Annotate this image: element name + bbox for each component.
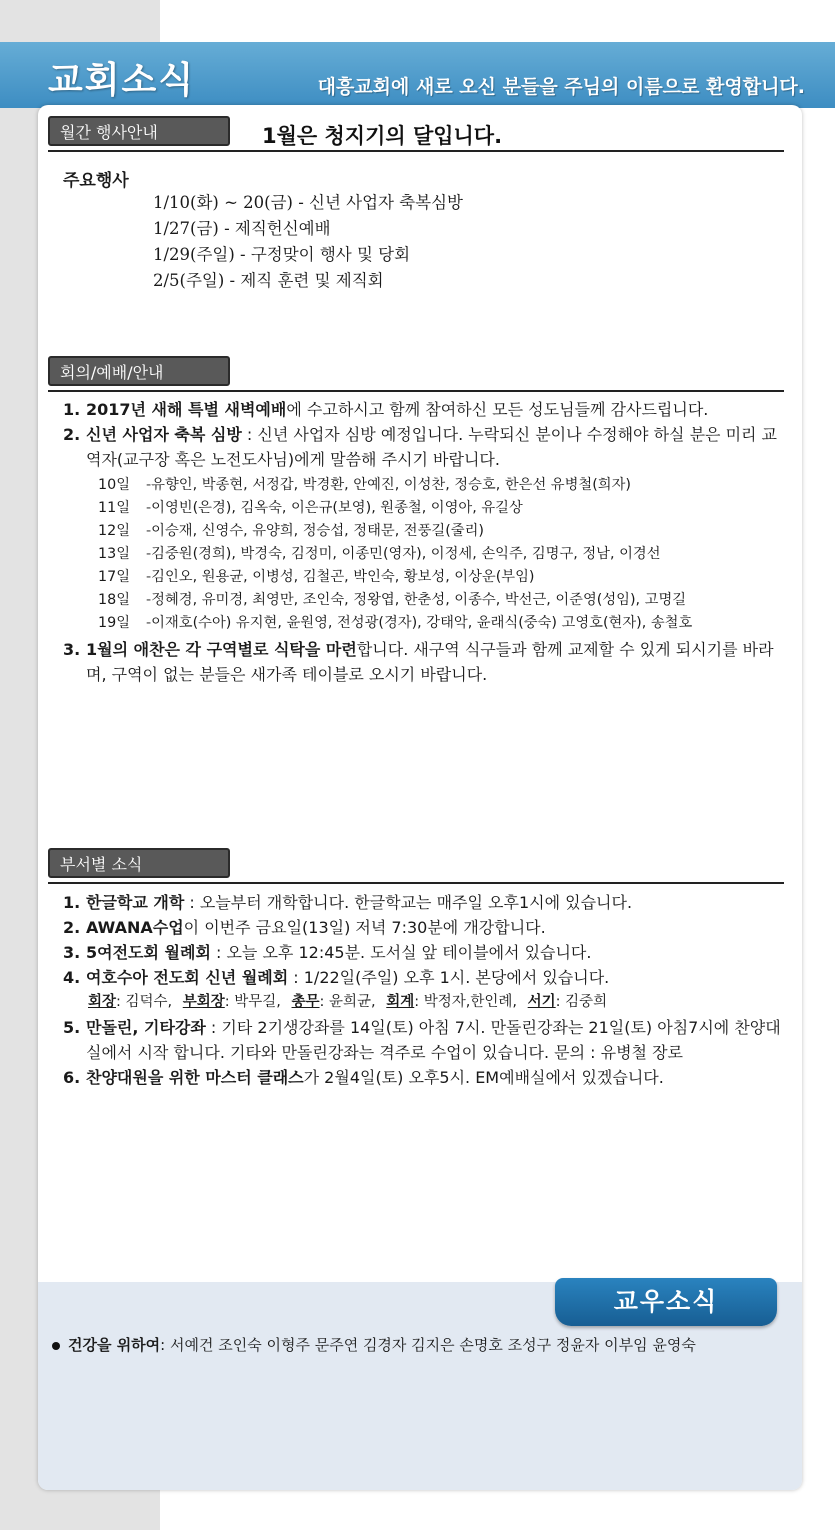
schedule-row: 17일 -김인오, 원용균, 이병성, 김철곤, 박인숙, 황보성, 이상운(부임)	[98, 566, 788, 589]
notice-text: : 오늘 오후 12:45분. 도서실 앞 테이블에서 있습니다.	[210, 943, 592, 962]
section-label-monthly: 월간 행사안내	[48, 116, 230, 146]
welcome-subtitle: 대흥교회에 새로 오신 분들을 주님의 이름으로 환영합니다.	[317, 76, 805, 98]
event-list	[153, 190, 463, 294]
event-item: 1/10(화) ~ 20(금) - 신년 사업자 축복심방	[153, 193, 463, 212]
alumni-news-badge: 교우소식	[555, 1278, 777, 1326]
notice-number: 3.	[63, 640, 81, 659]
notice-bold: 여호수아 전도회 신년 월례회	[86, 968, 289, 987]
notice-item	[63, 397, 788, 422]
notice-bold: 2017년 새해 특별 새벽예배	[86, 400, 287, 419]
event-item: 2/5(주일) - 제직 훈련 및 제직회	[153, 271, 384, 290]
notice-text: 에 수고하시고 함께 참여하신 모든 성도님들께 감사드립니다.	[286, 400, 709, 419]
schedule-row: 19일 -이재호(수아) 유지현, 윤원영, 전성광(경자), 강태악, 윤래식(중숙) 고영호(현자), 송철호	[98, 612, 788, 635]
notice-item	[63, 890, 788, 915]
page-title: 교회소식	[48, 60, 196, 101]
notice-text: : 1/22일(주일) 오후 1시. 본당에서 있습니다.	[288, 968, 610, 987]
schedule-names: 정혜경, 유미경, 최영만, 조인숙, 정왕엽, 한춘성, 이종수, 박선근, 이준영(성임), 고명길	[151, 592, 687, 608]
officers-line	[86, 990, 788, 1015]
notice-bold: 1월의 애찬은 각 구역별로 식탁을 마련	[86, 640, 357, 659]
schedule-day: 18일	[98, 592, 131, 608]
schedule-row: 10일 -유향인, 박종현, 서정갑, 박경환, 안예진, 이성찬, 정승호, 한은선 유병철(희자)	[98, 474, 788, 497]
schedule-names: 김인오, 원용균, 이병성, 김철곤, 박인숙, 황보성, 이상운(부임)	[151, 569, 535, 585]
meeting-notices	[63, 397, 788, 687]
notice-text: : 오늘부터 개학합니다. 한글학교는 매주일 오후1시에 있습니다.	[184, 893, 633, 912]
health-names: : 서예건 조인숙 이형주 문주연 김경자 김지은 손명호 조성구 정윤자 이부임 윤영숙	[160, 1336, 696, 1354]
notice-text: 이 이번주 금요일(13일) 저녁 7:30분에 개강합니다.	[183, 918, 546, 937]
schedule-names: 이승재, 신영수, 유양희, 정승섭, 정태문, 전풍길(줄리)	[151, 523, 484, 539]
month-theme-title: 1월은 청지기의 달입니다.	[262, 124, 503, 148]
officer-name: : 박정자,한인례,	[414, 994, 518, 1010]
section-label-meetings: 회의/예배/안내	[48, 356, 230, 386]
notice-item	[63, 422, 788, 635]
officer-name: : 박무길,	[224, 994, 281, 1010]
notice-bold: 한글학교 개학	[86, 893, 185, 912]
schedule-day: 10일	[98, 477, 131, 493]
notice-item	[63, 1015, 788, 1065]
notice-item	[63, 915, 788, 940]
notice-item	[63, 1065, 788, 1090]
health-label: 건강을 위하여	[68, 1336, 161, 1354]
notice-item	[63, 637, 788, 687]
health-prayer-line	[52, 1334, 696, 1355]
schedule-names: 유향인, 박종현, 서정갑, 박경환, 안예진, 이성찬, 정승호, 한은선 유병철(희자)	[151, 477, 632, 493]
officer-label: 회장	[88, 994, 117, 1010]
officer-name: : 윤희균,	[319, 994, 376, 1010]
schedule-names: 이재호(수아) 유지현, 윤원영, 전성광(경자), 강태악, 윤래식(중숙) 고영호(현자), 송철호	[151, 615, 693, 631]
schedule-day: 11일	[98, 500, 131, 516]
schedule-day: 13일	[98, 546, 131, 562]
schedule-day: 19일	[98, 615, 131, 631]
section-divider	[48, 882, 784, 884]
schedule-day: 17일	[98, 569, 131, 585]
officer-label: 회계	[386, 994, 415, 1010]
event-item: 1/27(금) - 제직헌신예배	[153, 219, 331, 238]
schedule-names: 이영빈(은경), 김옥숙, 이은규(보영), 원종철, 이영아, 유길상	[151, 500, 523, 516]
officer-label: 서기	[527, 994, 556, 1010]
notice-number: 1.	[63, 893, 81, 912]
schedule-row: 12일 -이승재, 신영수, 유양희, 정승섭, 정태문, 전풍길(줄리)	[98, 520, 788, 543]
schedule-day: 12일	[98, 523, 131, 539]
officer-label: 부회장	[182, 994, 225, 1010]
section-label-departments: 부서별 소식	[48, 848, 230, 878]
notice-number: 6.	[63, 1068, 81, 1087]
officer-name: : 김덕수,	[116, 994, 173, 1010]
bullet-icon	[52, 1342, 60, 1350]
notice-text: : 기타 2기생강좌를 14일(토) 아침 7시. 만돌린강좌는 21일(토) 아침7시에 찬양대실에서 시작 합니다. 기타와 만돌린강좌는 격주로 수업이 있습니다. 문의 : 유병철 장로	[86, 1018, 781, 1062]
header-banner	[0, 42, 835, 108]
event-item: 1/29(주일) - 구정맞이 행사 및 당회	[153, 245, 411, 264]
department-notices	[63, 890, 788, 1090]
notice-number: 3.	[63, 943, 81, 962]
schedule-row: 18일 -정혜경, 유미경, 최영만, 조인숙, 정왕엽, 한춘성, 이종수, 박선근, 이준영(성임), 고명길	[98, 589, 788, 612]
schedule-row: 13일 -김중원(경희), 박경숙, 김정미, 이종민(영자), 이정세, 손익주, 김명구, 정남, 이경선	[98, 543, 788, 566]
notice-number: 2.	[63, 425, 81, 444]
schedule-names: 김중원(경희), 박경숙, 김정미, 이종민(영자), 이정세, 손익주, 김명구, 정남, 이경선	[151, 546, 661, 562]
section-divider	[48, 390, 784, 392]
officer-label: 총무	[291, 994, 320, 1010]
notice-number: 4.	[63, 968, 81, 987]
notice-item	[63, 940, 788, 965]
notice-number: 5.	[63, 1018, 81, 1037]
visit-schedule	[98, 474, 788, 635]
events-heading: 주요행사	[63, 171, 129, 191]
notice-bold: 찬양대원을 위한 마스터 클래스	[86, 1068, 304, 1087]
notice-bold: 5여전도회 월례회	[86, 943, 211, 962]
notice-bold: AWANA수업	[86, 918, 184, 937]
notice-text: 가 2월4일(토) 오후5시. EM예배실에서 있겠습니다.	[303, 1068, 664, 1087]
notice-item	[63, 965, 788, 1015]
notice-number: 2.	[63, 918, 81, 937]
notice-number: 1.	[63, 400, 81, 419]
officer-name: : 김중희	[555, 994, 608, 1010]
schedule-row: 11일 -이영빈(은경), 김옥숙, 이은규(보영), 원종철, 이영아, 유길상	[98, 497, 788, 520]
notice-bold: 신년 사업자 축복 심방	[86, 425, 242, 444]
notice-text: 합니다. 새구역 식구들과 함께 교제할 수 있게 되시기를 바라며, 구역이 없는 분들은 새가족 테이블로 오시기 바랍니다.	[86, 640, 774, 684]
notice-bold: 만돌린, 기타강좌	[86, 1018, 206, 1037]
notice-text: : 신년 사업자 심방 예정입니다. 누락되신 분이나 수정해야 하실 분은 미리 교역자(교구장 혹은 노전도사님)에게 말씀해 주시기 바랍니다.	[86, 425, 778, 469]
section-divider	[48, 150, 784, 152]
